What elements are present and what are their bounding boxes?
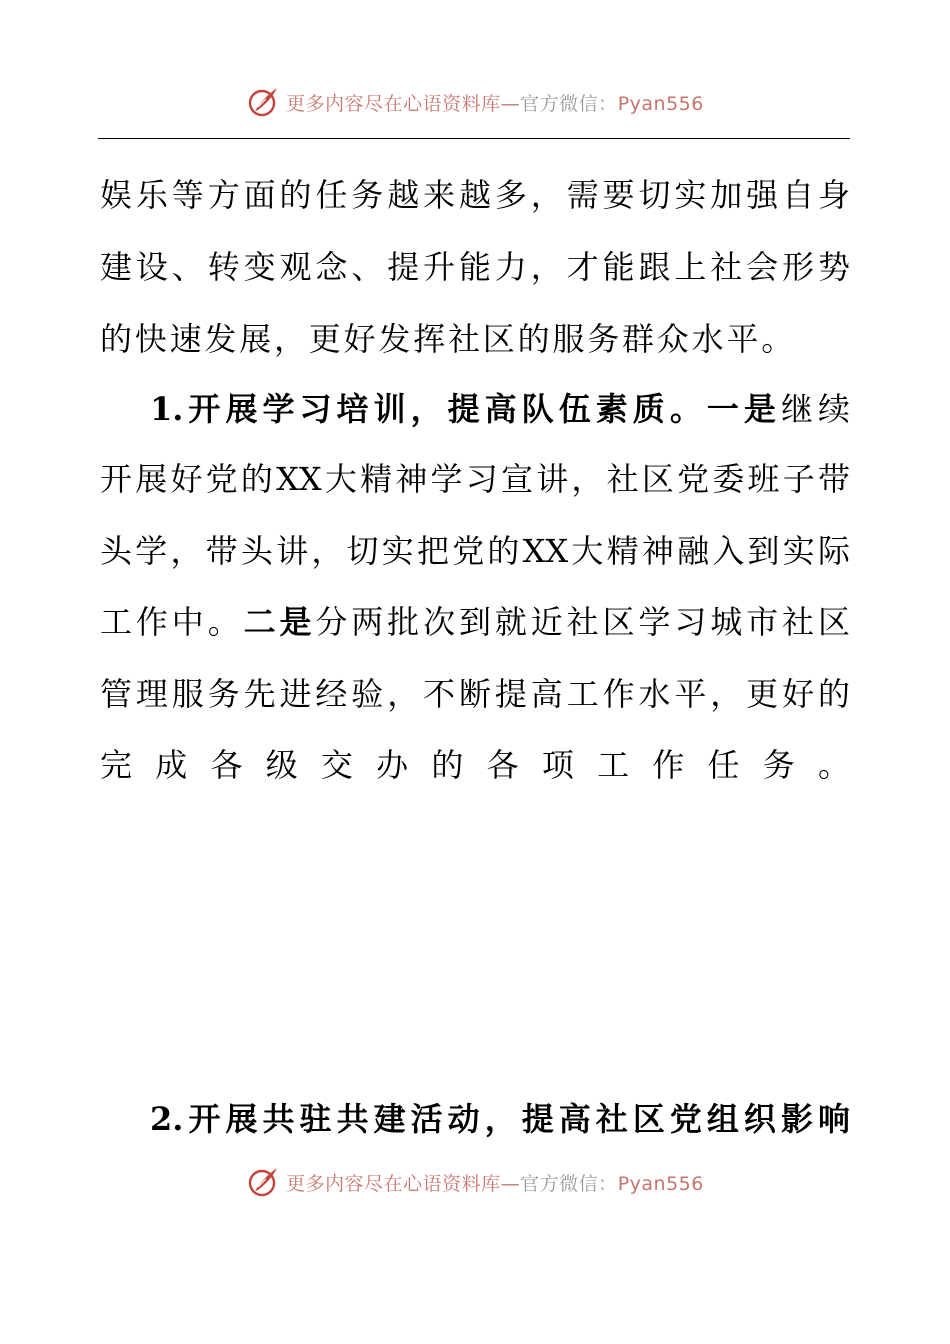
body-line: 娱乐等方面的任务越来越多，需要切实加强自身 [100, 176, 850, 214]
quill-logo-icon [246, 1165, 280, 1199]
banner-wechat-id: Pyan556 [617, 1172, 704, 1195]
section-1-heading: 1.开展学习培训，提高队伍素质。 [150, 390, 707, 428]
body-text: 工作中。 [100, 603, 244, 641]
banner-site-name: 更多内容尽在心语资料库 [286, 1172, 501, 1195]
body-line: 完成各级交办的各项工作任务。 [100, 746, 850, 784]
header-rule [98, 138, 850, 139]
body-line-with-marker [100, 602, 850, 642]
body-line: 建设、转变观念、提升能力，才能跟上社会形势 [100, 248, 850, 286]
banner-dash: — [500, 1172, 521, 1195]
banner-wechat-id: Pyan556 [617, 92, 704, 115]
banner-dash: — [500, 92, 521, 115]
body-text: 分两批次到就近社区学习城市社区 [315, 603, 850, 641]
quill-logo-icon [246, 85, 280, 119]
banner-wechat-label: 官方微信： [520, 92, 618, 115]
body-line: 管理服务先进经验，不断提高工作水平，更好的 [100, 675, 850, 713]
second-point-marker: 二是 [243, 603, 316, 641]
first-point-marker: 一是 [706, 390, 781, 428]
banner-text [286, 89, 704, 116]
body-line: 开展好党的XX大精神学习宣讲，社区党委班子带 [100, 460, 850, 498]
footer-banner [0, 1160, 950, 1204]
section-2-heading: 2.开展共驻共建活动，提高社区党组织影响 [150, 1100, 850, 1138]
body-line: 头学，带头讲，切实把党的XX大精神融入到实际 [100, 532, 850, 570]
section-1-first-line [150, 389, 850, 429]
banner-text [286, 1169, 704, 1196]
body-line: 的快速发展，更好发挥社区的服务群众水平。 [100, 320, 797, 358]
banner-site-name: 更多内容尽在心语资料库 [286, 92, 501, 115]
banner-wechat-label: 官方微信： [520, 1172, 618, 1195]
body-text: 继续 [780, 390, 850, 428]
header-banner [0, 80, 950, 124]
